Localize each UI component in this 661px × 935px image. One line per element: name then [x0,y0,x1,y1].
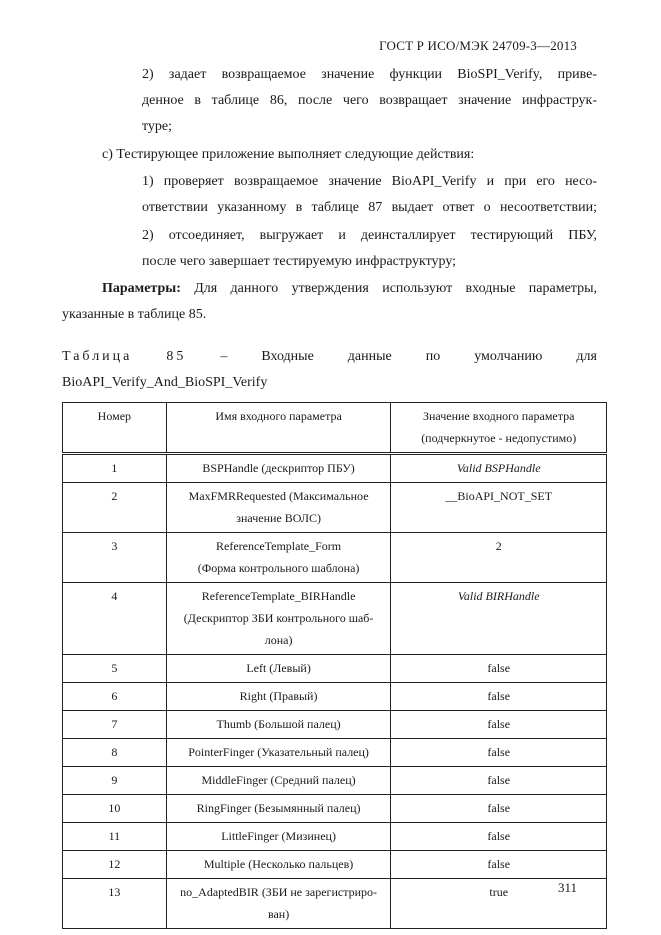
row-name-line2: значение ВОЛС) [236,511,321,525]
table-header-row [63,403,607,454]
sub1-line2: ответствии указанному в таблице 87 выдает ответ о несоответствии; [142,200,597,215]
row-parameter-value: true [391,879,607,929]
table-row [63,795,607,823]
row-parameter-value: false [391,823,607,851]
params-paragraph-line1 [102,276,597,302]
table-caption-line2: BioAPI_Verify_And_BioSPI_Verify [62,375,268,390]
row-parameter-name: Thumb (Большой палец) [166,711,391,739]
item2-line3: туре; [142,119,173,134]
table-row [63,879,607,929]
parameters-table [62,402,607,929]
row-parameter-name [166,879,391,929]
row-name-line1: no_AdaptedBIR (ЗБИ не зарегистриро- [180,885,377,899]
row-number: 4 [63,583,167,655]
row-number: 2 [63,483,167,533]
caption-table-number: 85 [166,349,187,364]
caption-word-by: по [425,349,441,364]
row-parameter-name: Multiple (Несколько пальцев) [166,851,391,879]
row-parameter-name [166,483,391,533]
table-row [63,533,607,583]
row-parameter-name: MiddleFinger (Средний палец) [166,767,391,795]
item2-line1: 2) задает возвращаемое значение функции BioSPI_Verify, приве- [142,67,597,82]
row-parameter-name: RingFinger (Безымянный палец) [166,795,391,823]
item-c: c) Тестирующее приложение выполняет следующие действия: [102,147,475,162]
row-number: 1 [63,454,167,483]
row-name-line2: (Дескриптор ЗБИ контрольного шаб- [183,611,374,625]
row-number: 7 [63,711,167,739]
row-number: 8 [63,739,167,767]
caption-word-table: Таблица [62,349,133,364]
caption-dash: – [220,349,228,364]
row-parameter-value: false [391,683,607,711]
row-number: 9 [63,767,167,795]
caption-word-for: для [576,349,597,364]
table-row [63,711,607,739]
row-parameter-name: LittleFinger (Мизинец) [166,823,391,851]
table-caption-line1 [62,349,597,365]
header-value-line2: (подчеркнутое - недопустимо) [421,431,577,445]
sub2-line1: 2) отсоединяет, выгружает и деинсталлирует тестирующий ПБУ, [142,228,597,243]
row-parameter-value: __BioAPI_NOT_SET [391,483,607,533]
sub1-line1: 1) проверяет возвращаемое значение BioAPI_Verify и при его несо- [142,174,597,189]
table-row [63,739,607,767]
table-row [63,851,607,879]
row-parameter-name: PointerFinger (Указательный палец) [166,739,391,767]
table-row [63,823,607,851]
row-parameter-value: 2 [391,533,607,583]
row-name-line1: ReferenceTemplate_Form [216,539,342,553]
item2-line2: денное в таблице 86, после чего возвращает значение инфраструк- [142,93,597,108]
table-row [63,655,607,683]
row-number: 6 [63,683,167,711]
header-value-line1: Значение входного параметра [422,409,575,423]
params-label: Параметры: [102,281,181,296]
row-name-line1: ReferenceTemplate_BIRHandle [201,589,356,603]
row-number: 12 [63,851,167,879]
row-parameter-value: false [391,851,607,879]
table-row [63,454,607,483]
table-row [63,583,607,655]
header-parameter-value [391,403,607,454]
params-paragraph-line2: указанные в таблице 85. [62,307,207,322]
sub2-line2: после чего завершает тестируемую инфраструктуру; [142,254,457,269]
row-parameter-value: Valid BSPHandle [391,454,607,483]
document-header: ГОСТ Р ИСО/МЭК 24709-3—2013 [379,38,577,53]
row-number: 5 [63,655,167,683]
table-row [63,483,607,533]
row-parameter-value: false [391,655,607,683]
caption-word-default: умолчанию [474,349,543,364]
row-parameter-name: Right (Правый) [166,683,391,711]
table-row [63,683,607,711]
row-parameter-name [166,533,391,583]
row-name-line2: ван) [267,907,290,921]
row-number: 3 [63,533,167,583]
header-number: Номер [63,403,167,454]
row-parameter-value: false [391,767,607,795]
row-number: 13 [63,879,167,929]
page-number: 311 [557,880,577,895]
table-row [63,767,607,795]
row-parameter-name: Left (Левый) [166,655,391,683]
row-number: 10 [63,795,167,823]
row-parameter-value: false [391,795,607,823]
row-parameter-name: BSPHandle (дескриптор ПБУ) [166,454,391,483]
row-parameter-value: Valid BIRHandle [391,583,607,655]
row-name-line1: MaxFMRRequested (Максимальное [188,489,369,503]
params-text: Для данного утверждения используют входные параметры, [180,281,597,296]
caption-word-data: данные [347,349,392,364]
row-parameter-value: false [391,739,607,767]
row-name-line3: лона) [264,633,293,647]
header-parameter-name: Имя входного параметра [166,403,391,454]
row-number: 11 [63,823,167,851]
row-name-line2: (Форма контрольного шаблона) [197,561,360,575]
row-parameter-name [166,583,391,655]
caption-word-input: Входные [261,349,314,364]
row-parameter-value: false [391,711,607,739]
